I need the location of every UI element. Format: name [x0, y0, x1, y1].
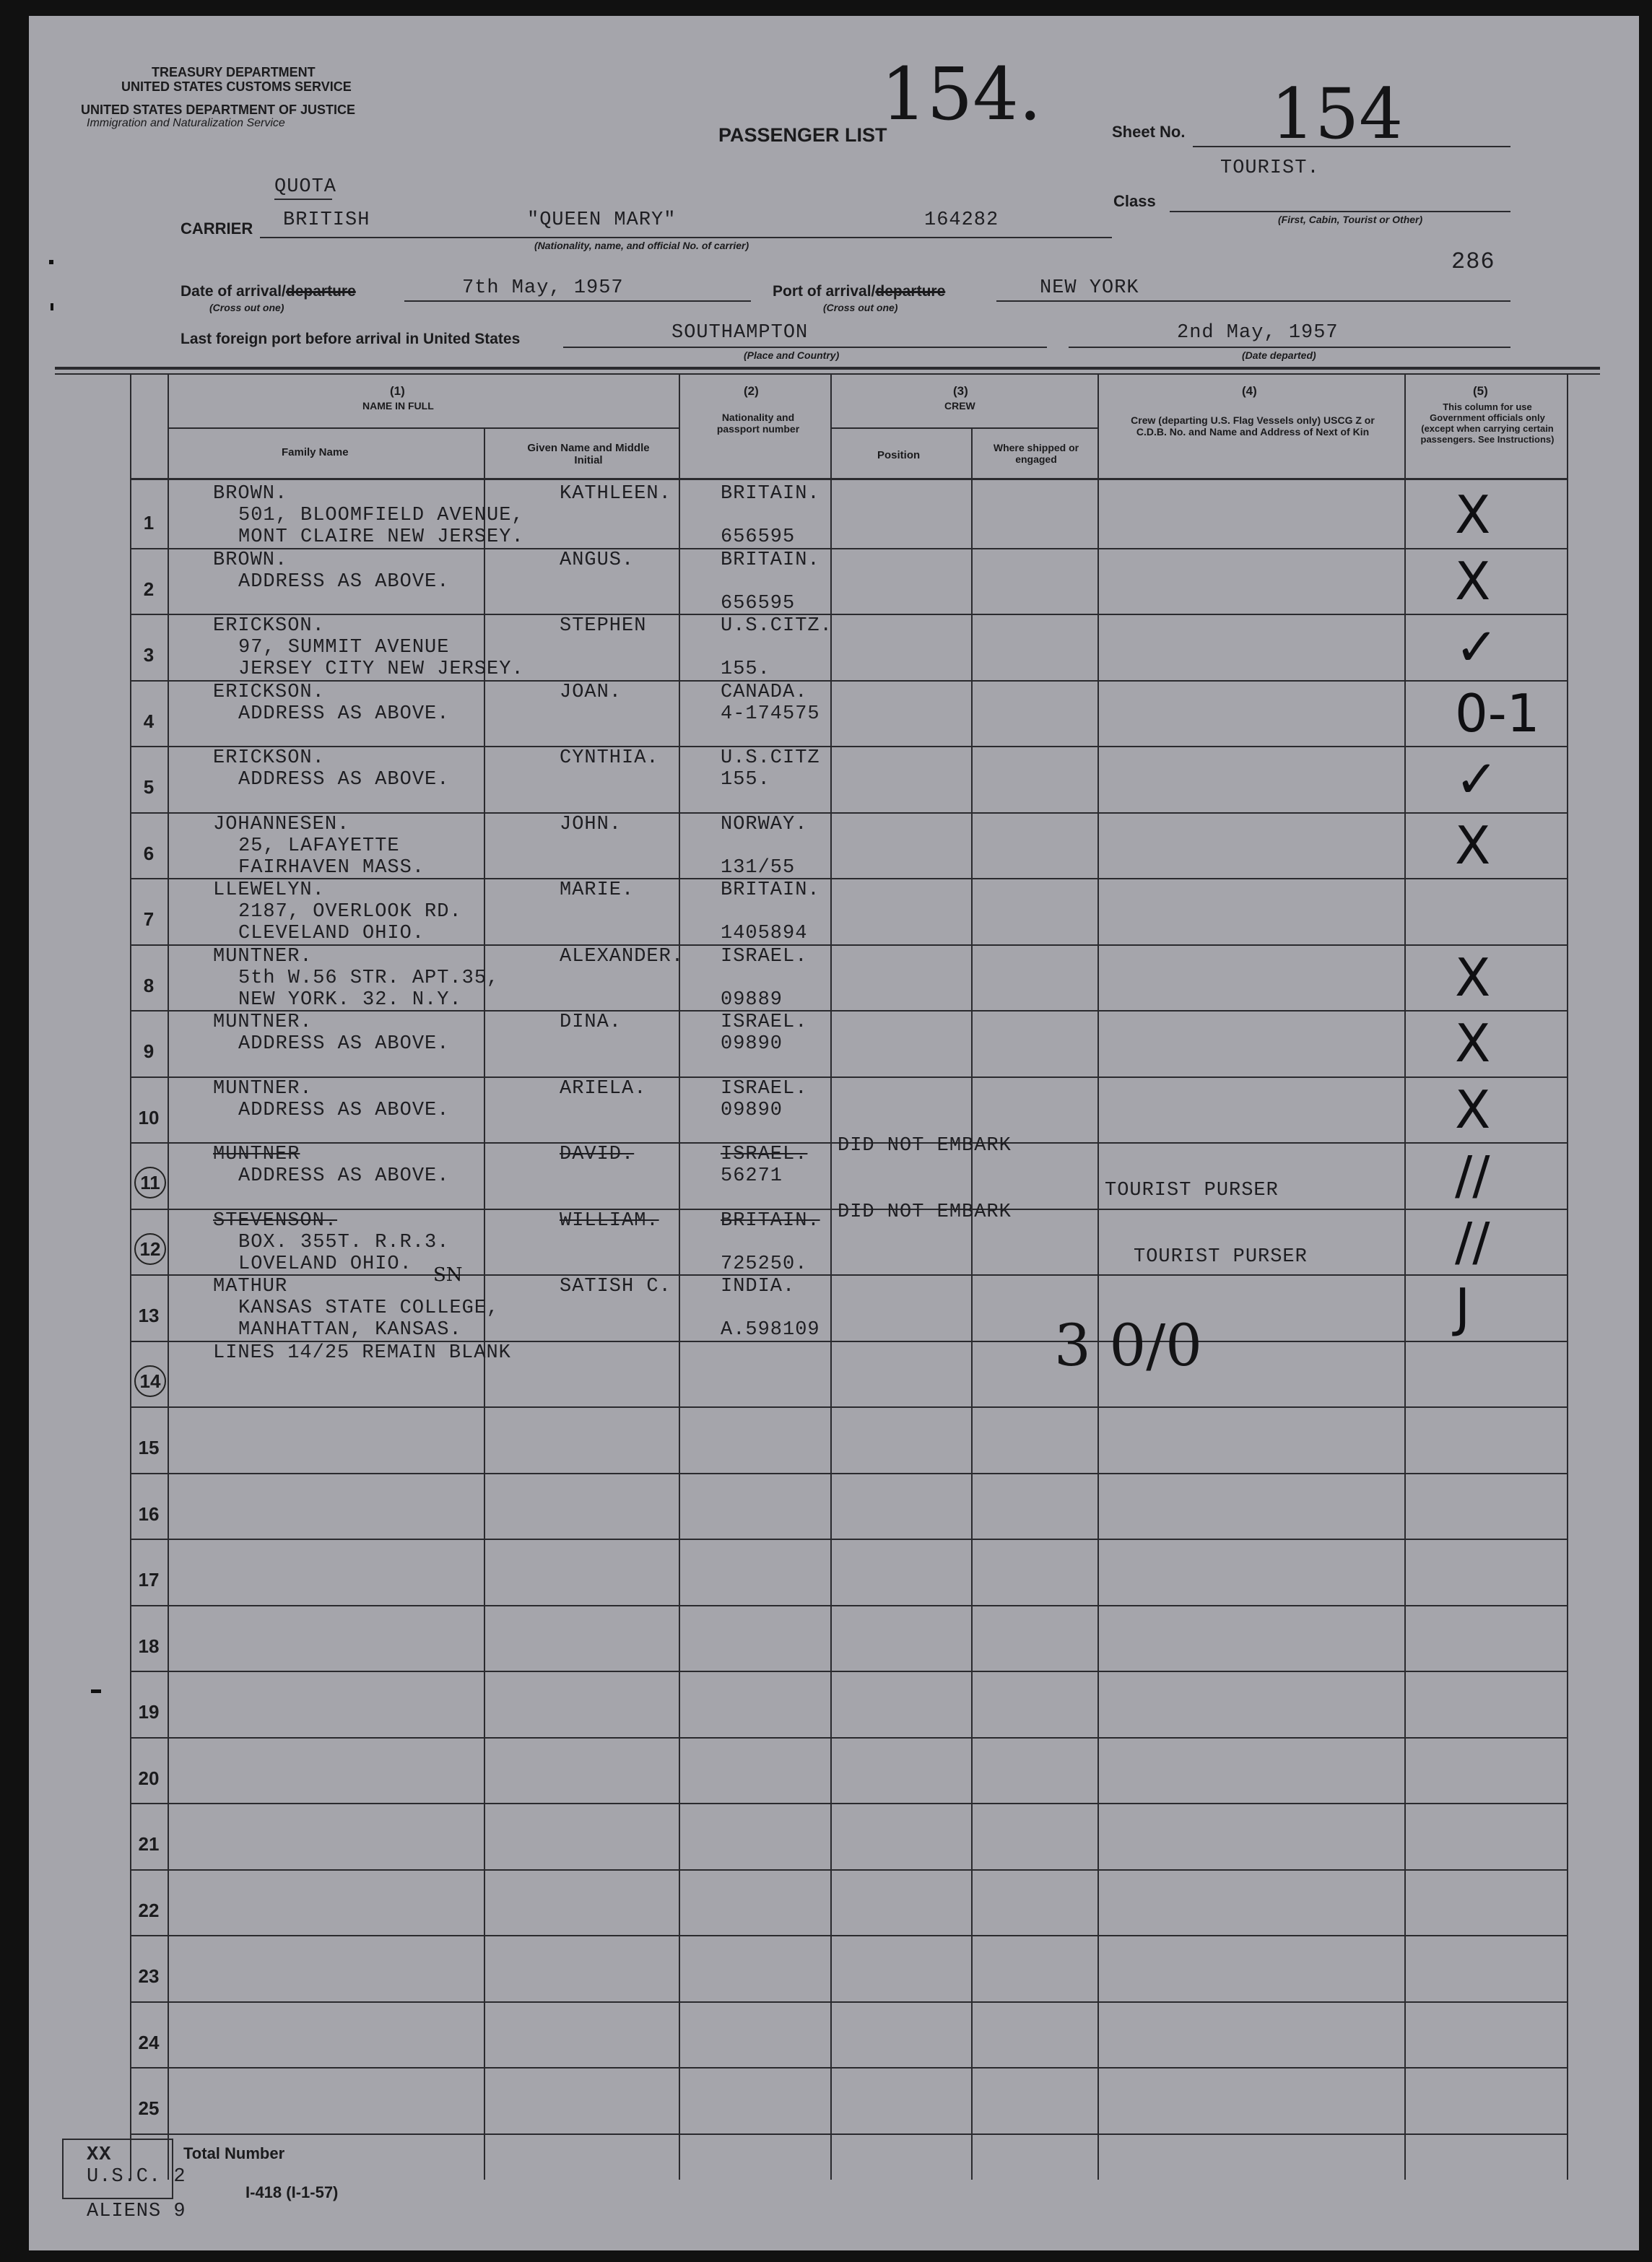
given-name: KATHLEEN.: [560, 483, 671, 505]
family-name: ERICKSON.: [213, 682, 325, 703]
row-number: 12: [134, 1233, 166, 1265]
nationality: ISRAEL.: [721, 1078, 808, 1100]
form-number: I-418 (I-1-57): [245, 2183, 339, 2201]
nationality: BRITAIN.: [721, 483, 820, 505]
nationality: ISRAEL.: [721, 1144, 808, 1165]
family-name: MATHUR: [213, 1276, 288, 1297]
row-number: 5: [143, 776, 155, 798]
address-line-2: MANHATTAN, KANSAS.: [238, 1319, 462, 1341]
given-name: JOAN.: [560, 682, 622, 703]
class-hint: (First, Cabin, Tourist or Other): [1278, 214, 1423, 225]
date-label: [181, 283, 356, 300]
col4-number: (4): [1242, 384, 1257, 398]
address-line-1: 97, SUMMIT AVENUE: [238, 637, 450, 658]
nationality: CANADA.: [721, 682, 808, 703]
address-line-2: NEW YORK. 32. N.Y.: [238, 989, 462, 1011]
agency-line-2: UNITED STATES CUSTOMS SERVICE: [121, 79, 352, 94]
date-label-arrival: Date of arrival/: [181, 283, 286, 300]
given-name: STEPHEN: [560, 615, 647, 637]
nationality: NORWAY.: [721, 814, 808, 835]
row-number: 1: [143, 512, 155, 534]
nationality: INDIA.: [721, 1276, 796, 1297]
family-name: LINES 14/25 REMAIN BLANK: [213, 1342, 511, 1364]
passport-number: 09889: [721, 989, 783, 1011]
nationality: BRITAIN.: [721, 1210, 820, 1232]
official-mark: J: [1455, 1277, 1471, 1338]
row-number: 6: [143, 843, 155, 864]
port-label-departure: departure: [875, 283, 946, 300]
passport-number: 4-174575: [721, 703, 820, 725]
given-name: DINA.: [560, 1012, 622, 1033]
address-line-1: ADDRESS AS ABOVE.: [238, 703, 450, 725]
row-rule: [130, 1737, 1567, 1739]
address-line-2: LOVELAND OHIO.: [238, 1253, 412, 1275]
class-value: TOURIST.: [1220, 157, 1320, 179]
col4-title: Crew (departing U.S. Flag Vessels only) USCG Z or C.D.B. No. and Name and Address of Next of Kin: [1131, 414, 1375, 438]
official-mark: //: [1455, 1145, 1490, 1206]
nationality: BRITAIN.: [721, 549, 820, 571]
row-rule: [130, 548, 1567, 549]
class-label: Class: [1113, 192, 1156, 210]
row-number: 22: [138, 1900, 160, 1921]
port-label: [773, 283, 945, 300]
last-port-value: SOUTHAMPTON: [671, 322, 809, 344]
passport-number: A.598109: [721, 1319, 820, 1341]
date-departed-hint: (Date departed): [1242, 349, 1316, 361]
row-number: 24: [138, 2032, 160, 2053]
row-number: 11: [134, 1167, 166, 1199]
row-rule: [130, 1473, 1567, 1474]
address-line-1: KANSAS STATE COLLEGE,: [238, 1297, 500, 1319]
row-number: 10: [138, 1107, 160, 1128]
address-line-1: 5th W.56 STR. APT.35,: [238, 967, 500, 989]
family-name: MUNTNER.: [213, 1012, 313, 1033]
crew-note: DID NOT EMBARK: [838, 1135, 1012, 1157]
date-departed-value: 2nd May, 1957: [1177, 322, 1339, 344]
purser-note: TOURIST PURSER: [1105, 1180, 1279, 1201]
family-name: MUNTNER.: [213, 1078, 313, 1100]
where-shipped-heading: Where shipped or engaged: [993, 442, 1079, 465]
total-box-line1: XX: [87, 2144, 112, 2166]
port-label-arrival: Port of arrival/: [773, 283, 876, 300]
address-line-1: 25, LAFAYETTE: [238, 835, 400, 857]
official-mark: X: [1455, 551, 1491, 612]
given-name-heading: Given Name and Middle Initial: [527, 442, 650, 466]
given-name: JOHN.: [560, 814, 622, 835]
row-rule: [130, 1869, 1567, 1871]
family-name: STEVENSON.: [213, 1210, 338, 1232]
given-name: CYNTHIA.: [560, 747, 659, 769]
row-rule: [130, 680, 1567, 682]
sheet-label: Sheet No.: [1112, 123, 1186, 141]
carrier-hint: (Nationality, name, and official No. of carrier): [534, 240, 749, 251]
position-heading: Position: [877, 449, 921, 461]
row-rule: [130, 1605, 1567, 1606]
form-title: PASSENGER LIST: [718, 124, 887, 146]
row-number: 19: [138, 1701, 160, 1723]
handwritten-note: SN: [433, 1264, 463, 1286]
passport-number: 09890: [721, 1033, 783, 1055]
given-name: WILLIAM.: [560, 1210, 659, 1232]
port-cross-hint: (Cross out one): [823, 302, 898, 313]
nationality: U.S.CITZ: [721, 747, 820, 769]
official-mark: //: [1455, 1212, 1490, 1272]
family-name: JOHANNESEN.: [213, 814, 350, 835]
address-line-1: 501, BLOOMFIELD AVENUE,: [238, 505, 524, 526]
arrival-port: NEW YORK: [1040, 277, 1139, 299]
given-name: ANGUS.: [560, 549, 635, 571]
passport-number: 09890: [721, 1100, 783, 1121]
agency-line-3: UNITED STATES DEPARTMENT OF JUSTICE: [81, 103, 356, 117]
row-rule: [130, 2067, 1567, 2069]
row-rule: [130, 2133, 1567, 2135]
row-rule: [130, 746, 1567, 747]
official-mark: X: [1455, 815, 1491, 876]
address-line-2: CLEVELAND OHIO.: [238, 923, 425, 944]
address-line-1: ADDRESS AS ABOVE.: [238, 769, 450, 791]
nationality: U.S.CITZ.: [721, 615, 832, 637]
row-number: 21: [138, 1833, 160, 1855]
row-number: 3: [143, 644, 155, 666]
address-line-1: ADDRESS AS ABOVE.: [238, 1100, 450, 1121]
row-rule: [130, 1406, 1567, 1408]
passport-number: 131/55: [721, 857, 796, 879]
handwritten-sheet-number-top: 154.: [881, 52, 1042, 136]
side-number: 286: [1451, 248, 1495, 275]
given-name: ARIELA.: [560, 1078, 647, 1100]
address-line-1: 2187, OVERLOOK RD.: [238, 901, 462, 923]
quota-label: QUOTA: [274, 176, 337, 198]
col2-title: Nationality and passport number: [716, 412, 800, 435]
carrier-label: CARRIER: [181, 219, 253, 238]
address-line-1: ADDRESS AS ABOVE.: [238, 1033, 450, 1055]
family-name: ERICKSON.: [213, 615, 325, 637]
passport-number: 725250.: [721, 1253, 808, 1275]
row-number: 20: [138, 1767, 160, 1789]
official-mark: ✓: [1455, 617, 1499, 677]
family-name-heading: Family Name: [282, 446, 349, 458]
nationality: ISRAEL.: [721, 1012, 808, 1033]
row-rule: [130, 614, 1567, 615]
row-rule: [130, 1539, 1567, 1540]
passport-number: 656595: [721, 526, 796, 548]
given-name: DAVID.: [560, 1144, 635, 1165]
family-name: MUNTNER.: [213, 946, 313, 967]
official-mark: X: [1455, 947, 1491, 1008]
col5-number: (5): [1473, 384, 1488, 398]
total-number-label: Total Number: [183, 2144, 285, 2162]
arrival-date: 7th May, 1957: [462, 277, 624, 299]
crew-note: DID NOT EMBARK: [838, 1201, 1012, 1223]
passport-number: 155.: [721, 658, 770, 680]
carrier-nationality: BRITISH: [283, 209, 370, 231]
family-name: BROWN.: [213, 483, 288, 505]
agency-line-4: Immigration and Naturalization Service: [87, 117, 285, 129]
row-rule: [130, 1935, 1567, 1936]
last-port-hint: (Place and Country): [744, 349, 840, 361]
row-rule: [130, 1671, 1567, 1672]
address-line-2: MONT CLAIRE NEW JERSEY.: [238, 526, 524, 548]
col5-title: This column for use Government officials only (except when carrying certain passengers. See Instructions): [1420, 401, 1555, 445]
carrier-name: "QUEEN MARY": [527, 209, 677, 231]
col1-title: NAME IN FULL: [362, 400, 434, 412]
date-label-departure: departure: [285, 283, 356, 300]
address-line-1: ADDRESS AS ABOVE.: [238, 1165, 450, 1187]
row-number: 18: [138, 1635, 160, 1657]
row-number: 25: [138, 2097, 160, 2119]
row-number: 13: [138, 1305, 160, 1326]
passport-number: 1405894: [721, 923, 808, 944]
given-name: ALEXANDER.: [560, 946, 684, 967]
given-name: SATISH C.: [560, 1276, 671, 1297]
row-number: 2: [143, 578, 155, 600]
address-line-1: BOX. 355T. R.R.3.: [238, 1232, 450, 1253]
family-name: LLEWELYN.: [213, 879, 325, 901]
official-mark: 0-1: [1455, 683, 1540, 744]
total-box-line2: U.S.C. 2: [87, 2166, 186, 2188]
col3-title: CREW: [944, 400, 975, 412]
last-port-label: Last foreign port before arrival in United States: [181, 331, 521, 347]
row-number: 4: [143, 710, 155, 732]
col1-number: (1): [390, 384, 405, 398]
purser-note: TOURIST PURSER: [1134, 1246, 1308, 1268]
passport-number: 155.: [721, 769, 770, 791]
address-line-2: JERSEY CITY NEW JERSEY.: [238, 658, 524, 680]
aliens-count: ALIENS 9: [87, 2201, 186, 2222]
row-number: 8: [143, 975, 155, 996]
row-number: 16: [138, 1503, 160, 1525]
row-number: 14: [134, 1365, 166, 1397]
family-name: ERICKSON.: [213, 747, 325, 769]
row-rule: [130, 1803, 1567, 1804]
row-rule: [130, 1076, 1567, 1078]
family-name: MUNTNER: [213, 1144, 300, 1165]
official-mark: X: [1455, 484, 1491, 545]
sheet-number: 154: [1271, 74, 1404, 155]
passenger-list-sheet: [29, 16, 1639, 2250]
official-mark: ✓: [1455, 749, 1499, 809]
row-number: 17: [138, 1569, 160, 1591]
address-line-1: ADDRESS AS ABOVE.: [238, 571, 450, 593]
date-cross-hint: (Cross out one): [209, 302, 284, 313]
row-rule: [130, 2001, 1567, 2003]
row-number: 15: [138, 1437, 160, 1458]
row-number: 9: [143, 1040, 155, 1062]
passport-number: 656595: [721, 593, 796, 614]
row-number: 7: [143, 908, 155, 930]
official-mark: X: [1455, 1013, 1491, 1074]
passport-number: 56271: [721, 1165, 783, 1187]
table-top-rule: [55, 367, 1600, 370]
col2-number: (2): [744, 384, 759, 398]
address-line-2: FAIRHAVEN MASS.: [238, 857, 425, 879]
official-mark: X: [1455, 1079, 1491, 1140]
handwritten-count: 3 0/0: [1054, 1312, 1203, 1379]
agency-line-1: TREASURY DEPARTMENT: [152, 65, 316, 79]
row-number: 23: [138, 1965, 160, 1987]
nationality: BRITAIN.: [721, 879, 820, 901]
carrier-number: 164282: [924, 209, 999, 231]
family-name: BROWN.: [213, 549, 288, 571]
row-rule: [130, 944, 1567, 946]
nationality: ISRAEL.: [721, 946, 808, 967]
given-name: MARIE.: [560, 879, 635, 901]
col3-number: (3): [953, 384, 968, 398]
